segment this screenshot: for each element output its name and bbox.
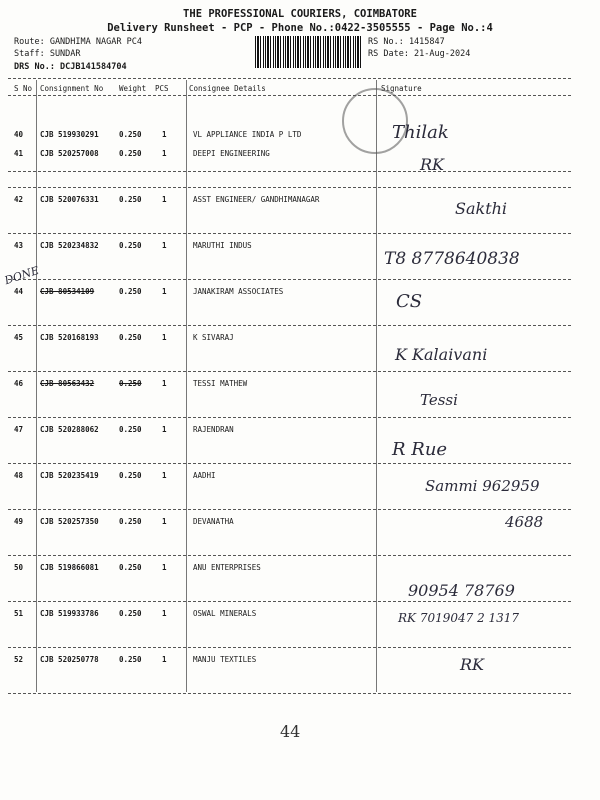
- row-consignee: AADHI: [193, 471, 216, 480]
- table-row: [0, 511, 600, 557]
- col-weight: Weight: [119, 84, 147, 93]
- row-pcs: 1: [162, 425, 167, 434]
- row-sno: 46: [14, 379, 24, 388]
- table-row: [0, 465, 600, 511]
- row-sno: 44: [14, 287, 24, 296]
- row-pcs: 1: [162, 655, 167, 664]
- row-signature: T8 8778640838: [384, 249, 520, 269]
- row-signature: 90954 78769: [408, 581, 515, 600]
- done-note: DONE: [2, 263, 41, 288]
- row-consignee: RAJENDRAN: [193, 425, 234, 434]
- row-consignment: CJB 519866081: [40, 563, 99, 572]
- row-pcs: 1: [162, 471, 167, 480]
- runsheet-subtitle: Delivery Runsheet - PCP - Phone No.:0422-3505555 - Page No.:4: [107, 22, 493, 34]
- row-weight: 0.250: [119, 425, 142, 434]
- row-sno: 52: [14, 655, 24, 664]
- row-weight: 0.250: [119, 379, 142, 388]
- row-consignee: DEVANATHA: [193, 517, 234, 526]
- table-row: [0, 603, 600, 649]
- row-signature: CS: [396, 291, 423, 312]
- row-weight: 0.250: [119, 333, 142, 342]
- row-pcs: 1: [162, 130, 167, 139]
- table-row: [0, 263, 600, 327]
- row-weight: 0.250: [119, 130, 142, 139]
- row-weight: 0.250: [119, 563, 142, 572]
- row-weight: 0.250: [119, 287, 142, 296]
- rs-date: RS Date: 21-Aug-2024: [368, 49, 471, 59]
- page-number: 44: [280, 722, 301, 741]
- row-sno: 47: [14, 425, 24, 434]
- row-pcs: 1: [162, 379, 167, 388]
- row-consignee: JANAKIRAM ASSOCIATES: [193, 287, 284, 296]
- rs-number: RS No.: 1415847: [368, 37, 445, 47]
- row-weight: 0.250: [119, 655, 142, 664]
- row-consignee: MANJU TEXTILES: [193, 655, 257, 664]
- table-row: [0, 649, 600, 695]
- row-sno: 49: [14, 517, 24, 526]
- row-consignee: ANU ENTERPRISES: [193, 563, 261, 572]
- row-consignee: TESSI MATHEW: [193, 379, 248, 388]
- row-weight: 0.250: [119, 517, 142, 526]
- staff-label: Staff: SUNDAR: [14, 49, 81, 59]
- table-row: [0, 235, 600, 281]
- row-signature: RK: [420, 155, 444, 174]
- row-consignee: DEEPI ENGINEERING: [193, 149, 270, 158]
- row-consignee: OSWAL MINERALS: [193, 609, 257, 618]
- row-pcs: 1: [162, 333, 167, 342]
- row-consignee: VL APPLIANCE INDIA P LTD: [193, 130, 302, 139]
- col-pcs: PCS: [155, 84, 169, 93]
- row-consignment: CJB 520250778: [40, 655, 99, 664]
- row-sno: 42: [14, 195, 24, 204]
- row-sno: 43: [14, 241, 24, 250]
- row-signature: RK 7019047 2 1317: [398, 611, 520, 625]
- row-consignment: CJB 519933786: [40, 609, 99, 618]
- row-pcs: 1: [162, 609, 167, 618]
- row-consignee: K SIVARAJ: [193, 333, 234, 342]
- row-weight: 0.250: [119, 609, 142, 618]
- route-label: Route: GANDHIMA NAGAR PC4: [14, 37, 142, 47]
- row-pcs: 1: [162, 517, 167, 526]
- row-signature: Sammi 962959: [425, 477, 540, 495]
- row-weight: 0.250: [119, 471, 142, 480]
- company-title: THE PROFESSIONAL COURIERS, COIMBATORE: [183, 8, 417, 20]
- row-consignment: CJB 80534109: [40, 287, 95, 296]
- table-row: [0, 373, 600, 419]
- row-signature: K Kalaivani: [395, 345, 488, 364]
- row-pcs: 1: [162, 563, 167, 572]
- row-consignee: MARUTHI INDUS: [193, 241, 252, 250]
- row-consignment: CJB 520235419: [40, 471, 99, 480]
- row-signature: R Rue: [392, 439, 448, 460]
- row-consignment: CJB 520234832: [40, 241, 99, 250]
- col-sno: S No: [14, 84, 33, 93]
- row-weight: 0.250: [119, 149, 142, 158]
- row-sno: 51: [14, 609, 24, 618]
- row-pcs: 1: [162, 195, 167, 204]
- row-weight: 0.250: [119, 195, 142, 204]
- col-signature: Signature: [381, 84, 422, 93]
- row-consignment: CJB 520257350: [40, 517, 99, 526]
- table-row: [0, 327, 600, 373]
- row-signature: Tessi: [420, 391, 458, 409]
- table-row: [0, 419, 600, 465]
- col-consignee: Consignee Details: [189, 84, 266, 93]
- barcode: [255, 36, 363, 68]
- table-row: [0, 189, 600, 235]
- row-consignment: CJB 519930291: [40, 130, 99, 139]
- row-sno: 41: [14, 149, 24, 158]
- drs-number: DRS No.: DCJB141584704: [14, 62, 127, 72]
- table-row: [0, 557, 600, 603]
- row-consignment: CJB 520288062: [40, 425, 99, 434]
- row-signature: Sakthi: [455, 199, 508, 218]
- row-sno: 40: [14, 130, 24, 139]
- row-consignment: CJB 80563432: [40, 379, 95, 388]
- row-pcs: 1: [162, 149, 167, 158]
- row-pcs: 1: [162, 287, 167, 296]
- row-sno: 48: [14, 471, 24, 480]
- row-consignment: CJB 520076331: [40, 195, 99, 204]
- row-signature: Thilak: [392, 122, 449, 143]
- row-sno: 50: [14, 563, 24, 572]
- row-sno: 45: [14, 333, 24, 342]
- col-consignment: Consignment No: [40, 84, 104, 93]
- row-signature: 4688: [505, 513, 544, 531]
- row-consignment: CJB 520257008: [40, 149, 99, 158]
- row-pcs: 1: [162, 241, 167, 250]
- row-weight: 0.250: [119, 241, 142, 250]
- row-consignee: ASST ENGINEER/ GANDHIMANAGAR: [193, 195, 320, 204]
- row-signature: RK: [460, 655, 484, 674]
- row-consignment: CJB 520168193: [40, 333, 99, 342]
- table-row: [0, 143, 600, 189]
